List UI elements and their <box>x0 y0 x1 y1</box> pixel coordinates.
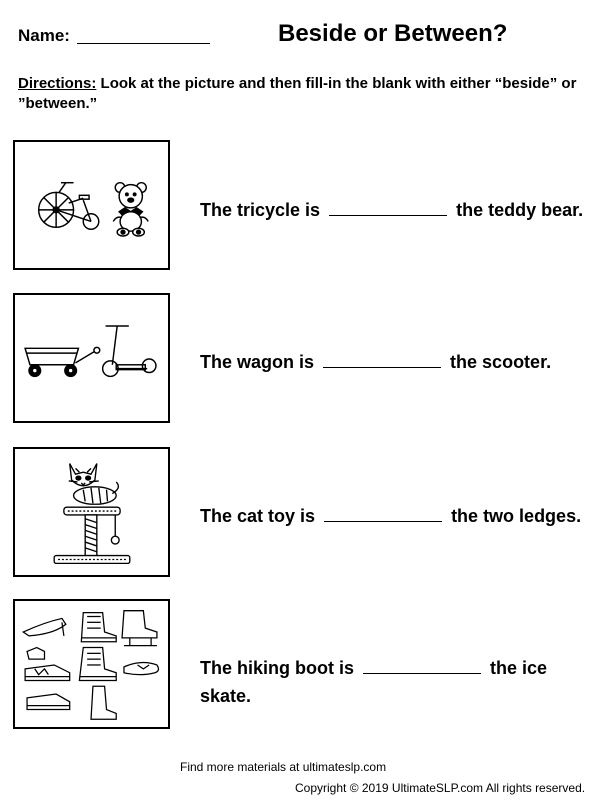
footer-copyright: Copyright © 2019 UltimateSLP.com All rights reserved. <box>295 781 586 795</box>
directions <box>18 74 578 114</box>
shoes-illustration <box>15 601 168 727</box>
answer-blank-1[interactable] <box>329 199 447 216</box>
tricycle-icon <box>39 183 99 230</box>
wagon-scooter-illustration <box>15 295 168 421</box>
sentence-2-before: The wagon is <box>200 352 315 372</box>
sentence-4-after: the ice skate. <box>200 658 548 706</box>
answer-blank-2[interactable] <box>323 351 441 368</box>
sneaker-icon <box>25 665 70 681</box>
high-heel-icon <box>23 618 66 635</box>
baby-shoe-icon <box>27 648 44 660</box>
cat-tree-icon <box>54 507 130 563</box>
footer-more-link[interactable]: Find more materials at ultimateslp.com <box>180 760 387 774</box>
hiking-boot-center-icon <box>79 648 116 681</box>
sentence-2 <box>200 348 590 376</box>
picture-frame-4 <box>13 599 170 729</box>
sentence-1 <box>200 196 590 224</box>
sentence-3 <box>200 502 590 530</box>
picture-frame-2 <box>13 293 170 423</box>
sentence-1-after: the teddy bear. <box>456 200 584 220</box>
sentence-2-after: the scooter. <box>450 352 552 372</box>
name-label: Name: <box>18 26 70 45</box>
cat-icon <box>69 464 119 505</box>
sentence-4-before: The hiking boot is <box>200 658 354 678</box>
picture-frame-1 <box>13 140 170 270</box>
sneaker-bottom-icon <box>27 694 70 710</box>
hiking-boot-icon <box>81 613 116 642</box>
sentence-3-before: The cat toy is <box>200 506 316 526</box>
sentence-3-after: the two ledges. <box>451 506 582 526</box>
answer-blank-4[interactable] <box>363 657 481 674</box>
answer-blank-3[interactable] <box>324 505 442 522</box>
flip-flop-icon <box>124 662 159 674</box>
directions-label: Directions: <box>18 75 97 92</box>
picture-frame-3 <box>13 447 170 577</box>
tall-boot-icon <box>91 686 116 719</box>
page-title: Beside or Between? <box>278 20 508 47</box>
name-field[interactable] <box>77 43 210 44</box>
scooter-icon <box>103 326 156 376</box>
wagon-icon <box>25 347 100 376</box>
sentence-1-before: The tricycle is <box>200 200 321 220</box>
cat-tree-illustration <box>15 449 168 575</box>
teddy-bear-icon <box>113 183 148 236</box>
tricycle-teddy-illustration <box>15 142 168 268</box>
sentence-4 <box>200 654 590 710</box>
directions-text: Look at the picture and then fill-in the blank with either “beside” or ”between.” <box>18 75 577 112</box>
ice-skate-icon <box>122 611 157 646</box>
